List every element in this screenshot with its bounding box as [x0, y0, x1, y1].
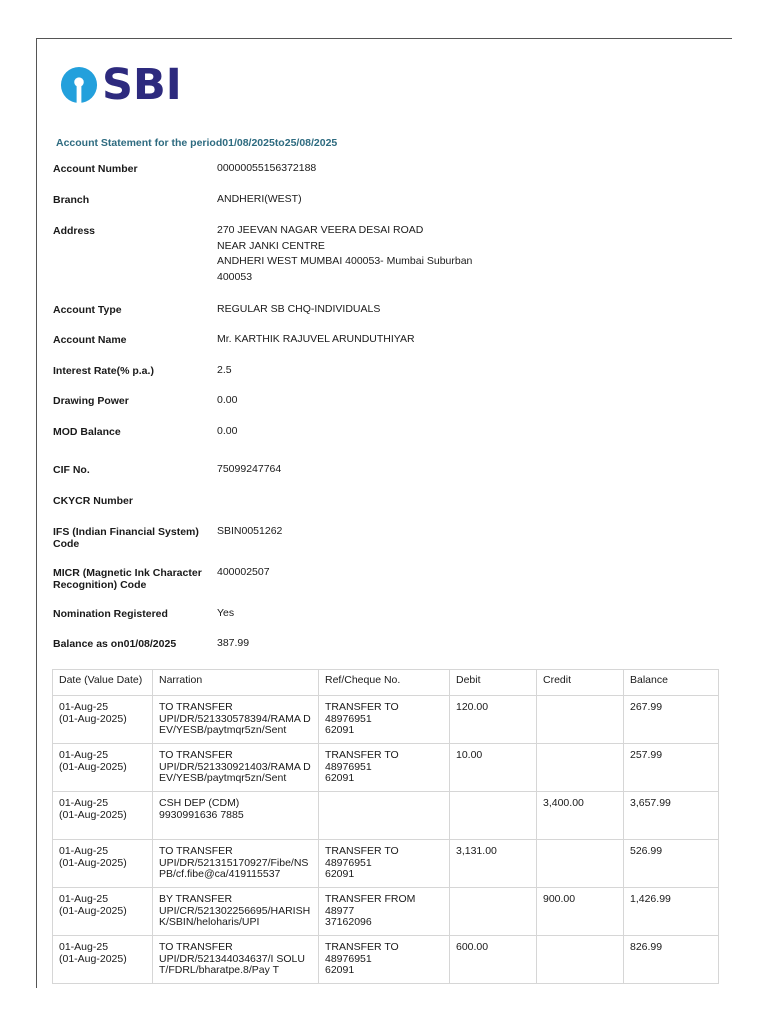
cell-ref: TRANSFER FROM 48977 37162096 — [319, 888, 450, 936]
cell-credit — [537, 840, 624, 888]
column-header-balance: Balance — [624, 670, 719, 696]
info-label: CKYCR Number — [53, 495, 133, 507]
info-label: Account Type — [53, 304, 122, 316]
cell-balance: 526.99 — [624, 840, 719, 888]
info-value: 0.00 — [217, 425, 238, 437]
cell-narration: TO TRANSFER UPI/DR/521330921403/RAMA D EV/YESB/paytmqr5zn/Sent — [153, 744, 319, 792]
cell-debit: 120.00 — [450, 696, 537, 744]
info-label: MOD Balance — [53, 426, 121, 438]
info-label: CIF No. — [53, 464, 90, 476]
cell-ref: TRANSFER TO 48976951 62091 — [319, 840, 450, 888]
cell-balance: 3,657.99 — [624, 792, 719, 840]
table-row — [53, 840, 719, 888]
cell-debit — [450, 888, 537, 936]
info-value: 75099247764 — [217, 463, 282, 475]
info-value: 400002507 — [217, 566, 270, 578]
cell-date: 01-Aug-25 (01-Aug-2025) — [53, 840, 153, 888]
cell-balance: 257.99 — [624, 744, 719, 792]
cell-debit: 10.00 — [450, 744, 537, 792]
cell-balance: 1,426.99 — [624, 888, 719, 936]
table-row — [53, 888, 719, 936]
info-value: 387.99 — [217, 637, 250, 649]
cell-date: 01-Aug-25 (01-Aug-2025) — [53, 936, 153, 984]
info-value: SBIN0051262 — [217, 525, 283, 537]
table-header-row — [53, 670, 719, 696]
sbi-keyhole-icon — [60, 66, 98, 104]
column-header-credit: Credit — [537, 670, 624, 696]
sbi-logo-text: SBI — [102, 60, 182, 110]
info-label: Account Number — [53, 163, 138, 175]
cell-date: 01-Aug-25 (01-Aug-2025) — [53, 792, 153, 840]
page-border-left — [36, 38, 37, 988]
info-label: IFS (Indian Financial System) Code — [53, 526, 199, 550]
info-value: 270 JEEVAN NAGAR VEERA DESAI ROAD NEAR JANKI CENTRE ANDHERI WEST MUMBAI 400053- Mumbai Suburban 400053 — [217, 224, 473, 283]
cell-credit: 900.00 — [537, 888, 624, 936]
cell-debit — [450, 792, 537, 840]
cell-ref: TRANSFER TO 48976951 62091 — [319, 744, 450, 792]
cell-credit — [537, 744, 624, 792]
cell-credit — [537, 696, 624, 744]
cell-credit: 3,400.00 — [537, 792, 624, 840]
cell-date: 01-Aug-25 (01-Aug-2025) — [53, 744, 153, 792]
info-label: Nomination Registered — [53, 608, 168, 620]
info-value: Mr. KARTHIK RAJUVEL ARUNDUTHIYAR — [217, 333, 415, 345]
cell-narration: BY TRANSFER UPI/CR/521302256695/HARISH K/SBIN/heloharis/UPI — [153, 888, 319, 936]
cell-balance: 267.99 — [624, 696, 719, 744]
statement-title: Account Statement for the period01/08/2025to25/08/2025 — [56, 137, 338, 149]
cell-narration: CSH DEP (CDM) 9930991636 7885 — [153, 792, 319, 840]
info-label: Address — [53, 225, 96, 237]
table-row — [53, 744, 719, 792]
transactions-table — [52, 669, 719, 984]
info-label: Drawing Power — [53, 395, 129, 407]
info-value: Yes — [217, 607, 235, 619]
cell-debit: 600.00 — [450, 936, 537, 984]
table-row — [53, 696, 719, 744]
info-value: 2.5 — [217, 364, 232, 376]
column-header-date: Date (Value Date) — [53, 670, 153, 696]
info-label: Balance as on01/08/2025 — [53, 638, 177, 650]
table-row — [53, 936, 719, 984]
info-label: MICR (Magnetic Ink Character Recognition) Code — [53, 567, 202, 591]
cell-date: 01-Aug-25 (01-Aug-2025) — [53, 696, 153, 744]
cell-ref: TRANSFER TO 48976951 62091 — [319, 936, 450, 984]
info-value: REGULAR SB CHQ-INDIVIDUALS — [217, 303, 381, 315]
cell-ref: TRANSFER TO 48976951 62091 — [319, 696, 450, 744]
cell-narration: TO TRANSFER UPI/DR/521330578394/RAMA D EV/YESB/paytmqr5zn/Sent — [153, 696, 319, 744]
column-header-ref: Ref/Cheque No. — [319, 670, 450, 696]
info-label: Branch — [53, 194, 90, 206]
info-label: Interest Rate(% p.a.) — [53, 365, 154, 377]
cell-debit: 3,131.00 — [450, 840, 537, 888]
cell-balance: 826.99 — [624, 936, 719, 984]
column-header-narration: Narration — [153, 670, 319, 696]
table-row — [53, 792, 719, 840]
cell-credit — [537, 936, 624, 984]
sbi-logo — [60, 62, 182, 108]
cell-date: 01-Aug-25 (01-Aug-2025) — [53, 888, 153, 936]
cell-narration: TO TRANSFER UPI/DR/521344034637/I SOLU T/FDRL/bharatpe.8/Pay T — [153, 936, 319, 984]
info-label: Account Name — [53, 334, 127, 346]
info-value: 0.00 — [217, 394, 238, 406]
cell-ref — [319, 792, 450, 840]
page-border-top — [36, 38, 732, 39]
column-header-debit: Debit — [450, 670, 537, 696]
info-value: ANDHERI(WEST) — [217, 193, 302, 205]
cell-narration: TO TRANSFER UPI/DR/521315170927/Fibe/NS PB/cf.fibe@ca/419115537 — [153, 840, 319, 888]
info-value: 00000055156372188 — [217, 162, 317, 174]
